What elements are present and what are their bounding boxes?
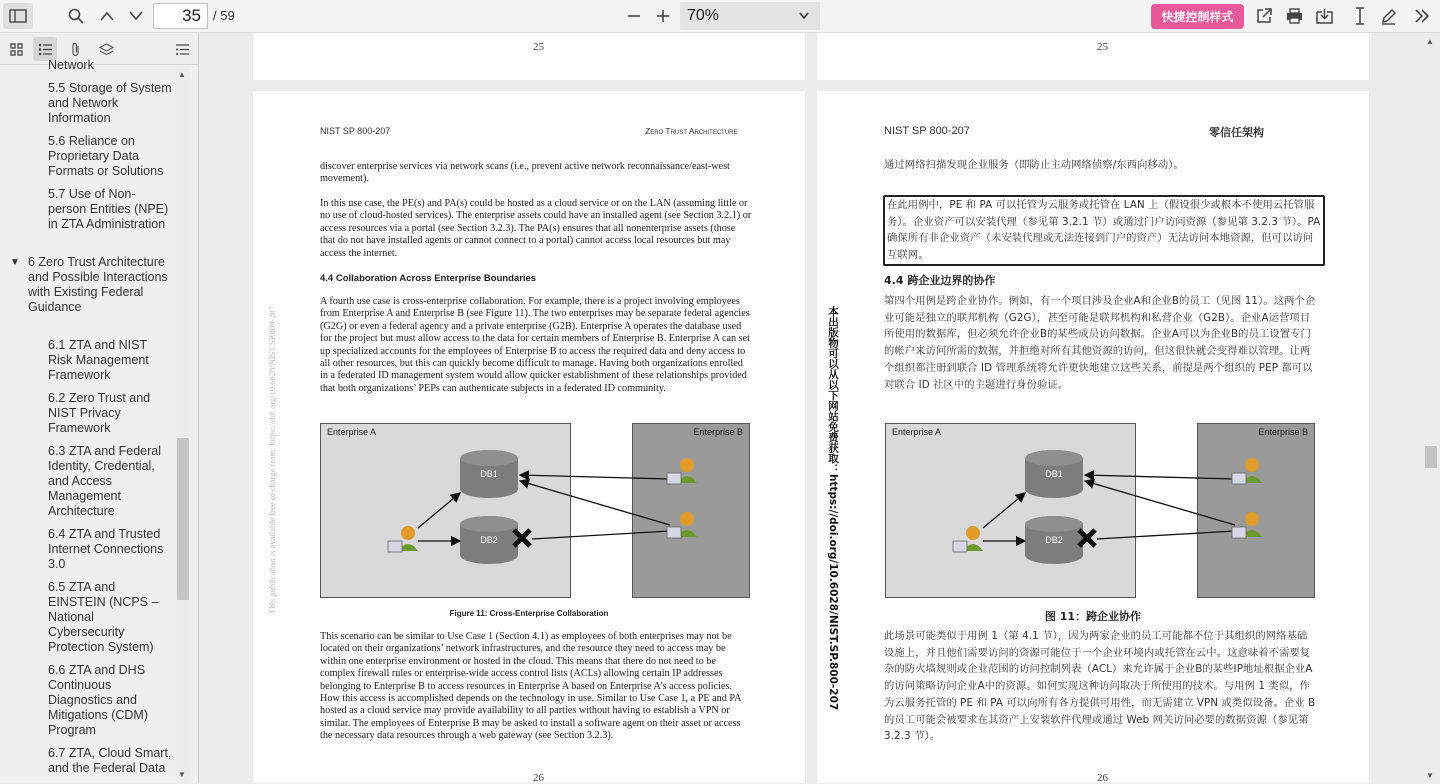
page-number: 25	[1097, 41, 1108, 53]
scroll-up-arrow-icon[interactable]: ▲	[1426, 37, 1434, 46]
deny-x-icon	[514, 530, 530, 546]
open-external-icon[interactable]	[1253, 3, 1275, 29]
outline-item[interactable]: 5.5 Storage of System and Network Information	[48, 81, 172, 125]
outline-item[interactable]: 6.2 Zero Trust and NIST Privacy Framework	[48, 391, 151, 435]
deny-x-icon	[1079, 530, 1095, 546]
document-scroll-thumb[interactable]	[1425, 446, 1437, 468]
previous-page-left	[253, 33, 805, 80]
paragraph: 第四个用例是跨企业协作。例如，有一个项目涉及企业A和企业B的员工（见图 11）。这两个企业可能是独立的联邦机构（G2G），甚至可能是联邦机构和私营企业（G2B）。企业A运营项目所使用的数据库，但必须允许企业B的某些成员访问数据。企业A可以为企业B的员工设置专门的帐户来访问所需的数据，并拒绝对所有其他资源的访问，但这很快就会变得难以管理。让两个组织都注册到联合 ID 管理系统将允许更快地建立这些关系，前提是两个组织的 PEP 都可以对联合 ID 社区中的主题进行身份验证。	[884, 295, 1316, 391]
figure-label: Enterprise A	[892, 427, 942, 437]
paragraph: This scenario can be similar to Use Case 1 (Section 4.1) as employees of both enterprises may not be located on their organizations’ network infrastructures, and the resource they need to access may be within one enterprise environment or hosted in the cloud. This means that there do not need to be complex firewall rules or enterprise-wide access control lists (ACLs) allowing certain IP addresses belonging to Enterprise B to access resources in Enterprise A based on Enterprise A’s access policies. How this access is accomplished depends on the technology in use. Similar to Use Case 1, a PE and PA hosted as a cloud service may provide availability to all parties without having to establish a VPN or similar. The employees of Enterprise B may be asked to install a software agent on their asset or access the necessary data resources through a web gateway (see Section 3.2.3).	[320, 631, 741, 742]
page-header-left: NIST SP 800-207	[320, 126, 391, 136]
figure-cross-enterprise	[320, 423, 752, 599]
text-cursor-icon[interactable]	[1349, 3, 1371, 29]
outline-item[interactable]: 6.7 ZTA, Cloud Smart, and the Federal Data	[48, 746, 172, 775]
user-icon	[667, 512, 697, 538]
page-header-left: NIST SP 800-207	[884, 125, 970, 137]
figure-caption: Figure 11: Cross-Enterprise Collaboration	[449, 609, 609, 618]
section-title: 4.4 Collaboration Across Enterprise Boundaries	[320, 273, 537, 284]
pdf-page-english	[253, 91, 805, 783]
user-icon	[667, 458, 697, 484]
figure-label: DB1	[480, 469, 498, 479]
user-icon	[1232, 512, 1262, 538]
side-url-watermark: This publication is available free of charge from: https://doi.org/10.6028/NIST.SP.800-207	[267, 306, 277, 614]
figure-label: DB1	[1045, 469, 1063, 479]
zoom-out-icon[interactable]	[623, 3, 645, 29]
figure-caption: 图 11：跨企业协作	[1044, 610, 1142, 623]
zoom-select[interactable]	[680, 2, 820, 30]
page-number: 26	[533, 772, 544, 784]
translated-paragraph-box[interactable]: 在此用例中，PE 和 PA 可以托管为云服务或托管在 LAN 上（假设很少或根本不使用云托管服务）。企业资产可以安装代理（参见第 3.2.1 节）或通过门户访问资源（参见第 3.2.3 节）。PA 确保所有非企业资产（未安装代理或无法连接到门户的资产）无法访问本地资源，但可以访问互联网。	[883, 195, 1325, 266]
paragraph: discover enterprise services via network scans (i.e., prevent active network reconnaissance/east-west movement).	[320, 161, 730, 185]
paragraph: In this use case, the PE(s) and PA(s) could be hosted as a cloud service or on the LAN (assuming little or no use of cloud-hosted services). The enterprise assets could have an installed agent (see Section 3.2.1) or access resources via a portal (see Section 3.2.3). The PA(s) ensures that all nonenterprise assets (those that do not have installed agents or cannot connect to a portal) cannot access local resources but may access the internet.	[320, 198, 752, 259]
pdf-page-translated	[817, 91, 1369, 783]
outline-list	[0, 58, 176, 783]
page-number: 26	[1097, 772, 1108, 784]
outline-item[interactable]: 5.7 Use of Non-person Entities (NPE) in ZTA Administration	[48, 187, 169, 231]
outline-scroll-thumb[interactable]	[177, 438, 189, 600]
previous-page-icon[interactable]	[95, 3, 119, 29]
scroll-down-arrow-icon[interactable]: ▼	[178, 770, 186, 779]
figure-label: DB2	[480, 535, 498, 545]
figure-label: Enterprise B	[1258, 427, 1308, 437]
paragraph: 此场景可能类似于用例 1（第 4.1 节），因为两家企业的员工可能都不位于其组织的网络基础设施上，并且他们需要访问的资源可能位于一个企业环境内或托管在云中。这意味着不需要复杂的防火墙规则或企业范围的访问控制列表（ACL）来允许属于企业B的某些IP地址根据企业A的访问策略访问企业A中的资源。如何实现这种访问取决于所使用的技术。与用例 1 类似，作为云服务托管的 PE 和 PA 可以向所有各方提供可用性，而无需建立 VPN 或类似设备。企业 B 的员工可能会被要求在其资产上安装软件代理或通过 Web 网关访问必要的数据资源（参见第 3.2.3 节）。	[884, 630, 1316, 743]
next-page-icon[interactable]	[124, 3, 148, 29]
side-url-watermark: 本出版物可以从以下网站免费获取：https://doi.org/10.6028/NIST.SP.800-207	[827, 306, 839, 711]
user-icon	[388, 526, 418, 552]
figure-label: Enterprise B	[693, 427, 743, 437]
quick-style-button[interactable]: 快捷控制样式	[1151, 4, 1244, 29]
zoom-in-icon[interactable]	[652, 3, 674, 29]
outline-item[interactable]: 6.6 ZTA and DHS Continuous Diagnostics and Mitigations (CDM) Program	[48, 663, 149, 737]
save-icon[interactable]	[1313, 3, 1335, 29]
outline-item[interactable]: 6.3 ZTA and Federal Identity, Credential, and Access Management Architecture	[48, 444, 162, 518]
figure-cross-enterprise	[885, 423, 1317, 599]
outline-item[interactable]: 6.4 ZTA and Trusted Internet Connections 3.0	[48, 527, 164, 571]
figure-arrows	[320, 423, 752, 599]
outline-options-icon[interactable]	[170, 37, 194, 61]
page-header-right: 零信任架构	[1209, 126, 1264, 139]
outline-item[interactable]: 5.6 Reliance on Proprietary Data Formats or Solutions	[48, 134, 164, 178]
user-icon	[953, 526, 983, 552]
zoom-value: 70%	[687, 7, 720, 24]
scroll-up-arrow-icon[interactable]: ▲	[178, 70, 186, 79]
sidebar-toggle-icon[interactable]	[3, 3, 33, 29]
page-total-label: / 59	[213, 8, 235, 23]
document-scrollbar[interactable]	[1422, 33, 1440, 783]
paragraph: 通过网络扫描发现企业服务（即防止主动网络侦察/东西向移动）。	[884, 159, 1184, 171]
outline-item[interactable]: 6.1 ZTA and NIST Risk Management Framework	[48, 338, 149, 382]
figure-arrows	[885, 423, 1317, 599]
print-icon[interactable]	[1283, 3, 1305, 29]
page-header-right: Zero Trust Architecture	[645, 126, 738, 136]
toolbar	[0, 0, 1440, 33]
draw-icon[interactable]	[1377, 3, 1399, 29]
paragraph: A fourth use case is cross-enterprise collaboration. For example, there is a project involving employees from Enterprise A and Enterprise B (see Figure 11). The two enterprises may be separate federal agencies (G2G) or even a federal agency and a private enterprise (G2B). Enterprise A operates the database used for the project but must allow access to the data for certain members of Enterprise B. Enterprise A can set up specialized accounts for the employees of Enterprise B to access the required data and deny access to all other resources, but this can quickly become difficult to manage. Having both organizations enrolled in a federated ID management system would allow quicker establishment of these relationships provided that both organizations’ PEPs can authenticate subjects in a federated ID community.	[320, 296, 750, 394]
user-icon	[1232, 458, 1262, 484]
outline-item-chapter-6[interactable]: 6 Zero Trust Architecture and Possible Interactions with Existing Federal Guidance	[28, 255, 168, 314]
page-number: 25	[533, 41, 544, 53]
collapse-triangle-icon[interactable]: ▼	[10, 257, 20, 268]
scroll-down-arrow-icon[interactable]: ▼	[1426, 771, 1434, 780]
figure-label: DB2	[1045, 535, 1063, 545]
sidebar	[0, 33, 199, 783]
more-tools-icon[interactable]	[1411, 3, 1433, 29]
outline-scrollbar[interactable]	[176, 66, 190, 783]
thumbnails-icon[interactable]	[4, 37, 28, 61]
search-icon[interactable]	[64, 3, 88, 29]
previous-page-right	[817, 33, 1369, 80]
section-title: 4.4 跨企业边界的协作	[884, 274, 996, 287]
page-number-input[interactable]	[153, 3, 208, 29]
outline-item[interactable]: Network	[48, 58, 94, 72]
outline-item[interactable]: 6.5 ZTA and EINSTEIN (NCPS – National Cybersecurity Protection System)	[48, 580, 159, 654]
figure-label: Enterprise A	[327, 427, 377, 437]
